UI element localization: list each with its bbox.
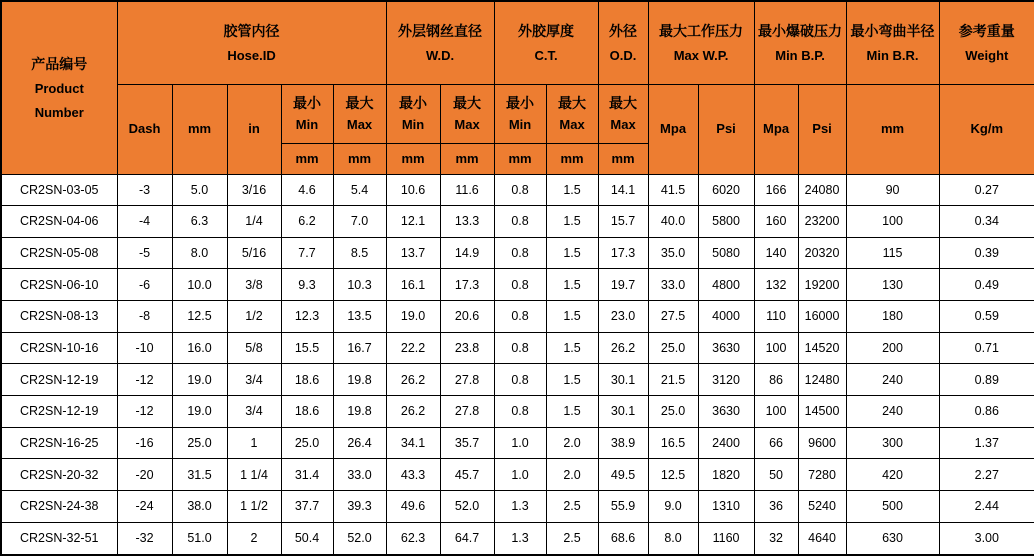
cell-id-in: 3/4 — [227, 396, 281, 428]
cell-id-in: 1/4 — [227, 206, 281, 238]
cell-wp-psi: 1160 — [698, 522, 754, 555]
cell-ct-min: 0.8 — [494, 206, 546, 238]
cell-wd-max: 45.7 — [440, 459, 494, 491]
header-unit-wd-min-mm: mm — [386, 143, 440, 174]
cell-wp-mpa: 33.0 — [648, 269, 698, 301]
cell-br-mm: 240 — [846, 396, 939, 428]
cell-wp-psi: 3120 — [698, 364, 754, 396]
header-sub-id-in: in — [227, 84, 281, 174]
cell-dash: -24 — [117, 491, 172, 523]
cell-id-in: 5/16 — [227, 237, 281, 269]
header-product-number-en2: Number — [34, 104, 84, 120]
cell-weight: 3.00 — [939, 522, 1034, 555]
cell-id-max: 5.4 — [333, 174, 386, 206]
header-max-working-pressure-en: Max W.P. — [673, 47, 729, 63]
cell-bp-mpa: 100 — [754, 396, 798, 428]
cell-weight: 0.89 — [939, 364, 1034, 396]
header-sub-od-max: 最大 Max — [598, 84, 648, 143]
cell-id-mm: 12.5 — [172, 301, 227, 333]
header-sub-id-min: 最小 Min — [281, 84, 333, 143]
cell-ct-max: 2.5 — [546, 491, 598, 523]
header-hose-id-en: Hose.ID — [227, 47, 276, 63]
cell-product-number: CR2SN-32-51 — [1, 522, 117, 555]
cell-wp-psi: 4800 — [698, 269, 754, 301]
cell-wp-mpa: 8.0 — [648, 522, 698, 555]
cell-wp-psi: 2400 — [698, 427, 754, 459]
header-group-outer-diameter — [598, 1, 648, 84]
header-group-wire-diameter — [386, 1, 494, 84]
cell-wd-max: 27.8 — [440, 364, 494, 396]
cell-ct-min: 0.8 — [494, 237, 546, 269]
cell-ct-min: 1.3 — [494, 491, 546, 523]
header-weight-zh: 参考重量 — [958, 22, 1015, 39]
cell-id-mm: 38.0 — [172, 491, 227, 523]
cell-id-min: 9.3 — [281, 269, 333, 301]
header-min-bend-radius-en: Min B.R. — [866, 47, 919, 63]
cell-weight: 0.39 — [939, 237, 1034, 269]
cell-wd-min: 12.1 — [386, 206, 440, 238]
cell-product-number: CR2SN-20-32 — [1, 459, 117, 491]
cell-bp-psi: 24080 — [798, 174, 846, 206]
cell-wd-min: 16.1 — [386, 269, 440, 301]
header-sub-br-mm: mm — [846, 84, 939, 174]
cell-ct-min: 0.8 — [494, 269, 546, 301]
header-unit-id-min-mm: mm — [281, 143, 333, 174]
cell-wp-mpa: 40.0 — [648, 206, 698, 238]
cell-wp-mpa: 12.5 — [648, 459, 698, 491]
cell-product-number: CR2SN-03-05 — [1, 174, 117, 206]
cell-wd-max: 52.0 — [440, 491, 494, 523]
cell-od-max: 68.6 — [598, 522, 648, 555]
header-sub-weight-kgm: Kg/m — [939, 84, 1034, 174]
cell-br-mm: 500 — [846, 491, 939, 523]
cell-wd-max: 64.7 — [440, 522, 494, 555]
cell-dash: -12 — [117, 396, 172, 428]
cell-weight: 0.27 — [939, 174, 1034, 206]
cell-br-mm: 130 — [846, 269, 939, 301]
cell-dash: -12 — [117, 364, 172, 396]
cell-wd-max: 27.8 — [440, 396, 494, 428]
cell-ct-max: 1.5 — [546, 237, 598, 269]
cell-br-mm: 90 — [846, 174, 939, 206]
header-group-min-burst-pressure — [754, 1, 846, 84]
cell-wp-psi: 3630 — [698, 396, 754, 428]
cell-bp-mpa: 66 — [754, 427, 798, 459]
header-group-max-working-pressure — [648, 1, 754, 84]
cell-wp-psi: 4000 — [698, 301, 754, 333]
table-row — [1, 364, 1034, 396]
cell-id-mm: 31.5 — [172, 459, 227, 491]
cell-wp-mpa: 9.0 — [648, 491, 698, 523]
cell-bp-psi: 23200 — [798, 206, 846, 238]
cell-od-max: 15.7 — [598, 206, 648, 238]
cell-wd-min: 49.6 — [386, 491, 440, 523]
cell-id-in: 1 — [227, 427, 281, 459]
cell-ct-max: 1.5 — [546, 332, 598, 364]
cell-wp-mpa: 35.0 — [648, 237, 698, 269]
cell-dash: -20 — [117, 459, 172, 491]
header-unit-ct-min-mm: mm — [494, 143, 546, 174]
cell-ct-max: 1.5 — [546, 301, 598, 333]
table-row — [1, 459, 1034, 491]
cell-bp-mpa: 110 — [754, 301, 798, 333]
cell-id-in: 5/8 — [227, 332, 281, 364]
cell-dash: -10 — [117, 332, 172, 364]
cell-bp-mpa: 86 — [754, 364, 798, 396]
cell-ct-max: 1.5 — [546, 174, 598, 206]
cell-product-number: CR2SN-12-19 — [1, 364, 117, 396]
cell-bp-mpa: 132 — [754, 269, 798, 301]
cell-wd-min: 26.2 — [386, 364, 440, 396]
cell-wd-max: 11.6 — [440, 174, 494, 206]
table-row — [1, 522, 1034, 555]
cell-ct-min: 0.8 — [494, 301, 546, 333]
cell-wd-min: 22.2 — [386, 332, 440, 364]
cell-od-max: 30.1 — [598, 364, 648, 396]
cell-wp-mpa: 16.5 — [648, 427, 698, 459]
cell-id-in: 3/16 — [227, 174, 281, 206]
header-sub-wp-psi: Psi — [698, 84, 754, 174]
cell-id-min: 4.6 — [281, 174, 333, 206]
cell-id-in: 1 1/4 — [227, 459, 281, 491]
cell-id-in: 3/4 — [227, 364, 281, 396]
cell-br-mm: 240 — [846, 364, 939, 396]
cell-bp-psi: 4640 — [798, 522, 846, 555]
cell-id-min: 15.5 — [281, 332, 333, 364]
header-sub-id-max: 最大 Max — [333, 84, 386, 143]
cell-product-number: CR2SN-24-38 — [1, 491, 117, 523]
cell-wd-min: 19.0 — [386, 301, 440, 333]
cell-id-max: 39.3 — [333, 491, 386, 523]
cell-bp-mpa: 36 — [754, 491, 798, 523]
cell-br-mm: 200 — [846, 332, 939, 364]
cell-id-mm: 5.0 — [172, 174, 227, 206]
cell-id-in: 3/8 — [227, 269, 281, 301]
header-sub-id-mm: mm — [172, 84, 227, 174]
header-min-burst-pressure-en: Min B.P. — [775, 47, 825, 63]
table-row — [1, 174, 1034, 206]
table-row — [1, 237, 1034, 269]
table-row — [1, 427, 1034, 459]
cell-weight: 0.71 — [939, 332, 1034, 364]
cell-dash: -16 — [117, 427, 172, 459]
header-unit-wd-max-mm: mm — [440, 143, 494, 174]
cell-od-max: 19.7 — [598, 269, 648, 301]
header-wire-diameter-zh: 外层钢丝直径 — [398, 22, 483, 39]
cell-id-max: 8.5 — [333, 237, 386, 269]
header-product-number-zh: 产品编号 — [31, 55, 88, 72]
cell-product-number: CR2SN-12-19 — [1, 396, 117, 428]
cell-bp-psi: 20320 — [798, 237, 846, 269]
cell-id-max: 19.8 — [333, 396, 386, 428]
cell-weight: 0.49 — [939, 269, 1034, 301]
cell-bp-psi: 14520 — [798, 332, 846, 364]
cell-wp-psi: 5080 — [698, 237, 754, 269]
cell-id-mm: 8.0 — [172, 237, 227, 269]
cell-bp-psi: 9600 — [798, 427, 846, 459]
cell-wd-min: 26.2 — [386, 396, 440, 428]
cell-ct-max: 1.5 — [546, 396, 598, 428]
table-row — [1, 206, 1034, 238]
cell-wp-psi: 5800 — [698, 206, 754, 238]
cell-product-number: CR2SN-08-13 — [1, 301, 117, 333]
header-cover-thickness-en: C.T. — [534, 47, 558, 63]
cell-id-min: 6.2 — [281, 206, 333, 238]
cell-ct-max: 1.5 — [546, 206, 598, 238]
cell-od-max: 30.1 — [598, 396, 648, 428]
header-sub-wd-max: 最大 Max — [440, 84, 494, 143]
cell-bp-psi: 16000 — [798, 301, 846, 333]
header-weight-en: Weight — [965, 47, 1009, 63]
cell-wp-mpa: 25.0 — [648, 396, 698, 428]
cell-od-max: 23.0 — [598, 301, 648, 333]
cell-product-number: CR2SN-05-08 — [1, 237, 117, 269]
cell-dash: -32 — [117, 522, 172, 555]
cell-ct-max: 2.5 — [546, 522, 598, 555]
cell-wd-max: 23.8 — [440, 332, 494, 364]
cell-ct-min: 0.8 — [494, 364, 546, 396]
cell-id-max: 19.8 — [333, 364, 386, 396]
cell-wp-psi: 6020 — [698, 174, 754, 206]
cell-wd-min: 43.3 — [386, 459, 440, 491]
cell-od-max: 55.9 — [598, 491, 648, 523]
cell-product-number: CR2SN-06-10 — [1, 269, 117, 301]
cell-od-max: 26.2 — [598, 332, 648, 364]
cell-od-max: 38.9 — [598, 427, 648, 459]
header-outer-diameter-en: O.D. — [609, 47, 637, 63]
cell-od-max: 14.1 — [598, 174, 648, 206]
header-sub-wd-min: 最小 Min — [386, 84, 440, 143]
cell-wd-min: 34.1 — [386, 427, 440, 459]
cell-ct-max: 1.5 — [546, 269, 598, 301]
cell-product-number: CR2SN-16-25 — [1, 427, 117, 459]
header-unit-od-max-mm: mm — [598, 143, 648, 174]
cell-dash: -8 — [117, 301, 172, 333]
cell-dash: -4 — [117, 206, 172, 238]
cell-dash: -5 — [117, 237, 172, 269]
cell-id-max: 52.0 — [333, 522, 386, 555]
cell-od-max: 17.3 — [598, 237, 648, 269]
cell-ct-min: 1.0 — [494, 427, 546, 459]
cell-id-max: 33.0 — [333, 459, 386, 491]
header-group-min-bend-radius — [846, 1, 939, 84]
cell-id-min: 12.3 — [281, 301, 333, 333]
cell-id-min: 18.6 — [281, 364, 333, 396]
cell-wd-min: 10.6 — [386, 174, 440, 206]
cell-bp-mpa: 166 — [754, 174, 798, 206]
table-body — [1, 174, 1034, 555]
cell-weight: 2.27 — [939, 459, 1034, 491]
header-sub-wp-mpa: Mpa — [648, 84, 698, 174]
header-group-cover-thickness — [494, 1, 598, 84]
header-max-working-pressure-zh: 最大工作压力 — [659, 22, 744, 39]
cell-wp-psi: 1310 — [698, 491, 754, 523]
table-row — [1, 301, 1034, 333]
cell-id-mm: 10.0 — [172, 269, 227, 301]
header-product-number — [1, 1, 117, 174]
cell-id-min: 25.0 — [281, 427, 333, 459]
header-sub-dash: Dash — [117, 84, 172, 174]
cell-bp-psi: 19200 — [798, 269, 846, 301]
cell-id-max: 7.0 — [333, 206, 386, 238]
cell-br-mm: 100 — [846, 206, 939, 238]
cell-wd-min: 62.3 — [386, 522, 440, 555]
table-row — [1, 332, 1034, 364]
cell-ct-min: 1.3 — [494, 522, 546, 555]
header-sub-bp-mpa: Mpa — [754, 84, 798, 174]
table-row — [1, 269, 1034, 301]
header-outer-diameter-zh: 外径 — [609, 22, 638, 39]
header-group-hose-id — [117, 1, 386, 84]
cell-bp-mpa: 140 — [754, 237, 798, 269]
cell-br-mm: 420 — [846, 459, 939, 491]
cell-id-mm: 25.0 — [172, 427, 227, 459]
cell-id-mm: 51.0 — [172, 522, 227, 555]
cell-ct-min: 1.0 — [494, 459, 546, 491]
cell-ct-min: 0.8 — [494, 332, 546, 364]
header-sub-bp-psi: Psi — [798, 84, 846, 174]
cell-bp-psi: 12480 — [798, 364, 846, 396]
cell-wp-mpa: 25.0 — [648, 332, 698, 364]
header-cover-thickness-zh: 外胶厚度 — [518, 22, 575, 39]
cell-id-min: 18.6 — [281, 396, 333, 428]
cell-od-max: 49.5 — [598, 459, 648, 491]
cell-ct-max: 2.0 — [546, 427, 598, 459]
cell-bp-psi: 7280 — [798, 459, 846, 491]
header-wire-diameter-en: W.D. — [425, 47, 455, 63]
cell-wd-min: 13.7 — [386, 237, 440, 269]
cell-weight: 0.86 — [939, 396, 1034, 428]
header-unit-ct-max-mm: mm — [546, 143, 598, 174]
cell-bp-mpa: 50 — [754, 459, 798, 491]
cell-weight: 2.44 — [939, 491, 1034, 523]
cell-br-mm: 115 — [846, 237, 939, 269]
cell-id-in: 1/2 — [227, 301, 281, 333]
cell-id-min: 31.4 — [281, 459, 333, 491]
cell-br-mm: 180 — [846, 301, 939, 333]
cell-bp-mpa: 100 — [754, 332, 798, 364]
header-sub-ct-max: 最大 Max — [546, 84, 598, 143]
cell-weight: 0.59 — [939, 301, 1034, 333]
cell-product-number: CR2SN-10-16 — [1, 332, 117, 364]
cell-id-max: 26.4 — [333, 427, 386, 459]
cell-bp-mpa: 32 — [754, 522, 798, 555]
header-product-number-en1: Product — [34, 80, 84, 96]
table-header — [1, 1, 1034, 174]
cell-ct-max: 2.0 — [546, 459, 598, 491]
header-min-burst-pressure-zh: 最小爆破压力 — [758, 22, 843, 39]
cell-id-mm: 16.0 — [172, 332, 227, 364]
cell-id-in: 2 — [227, 522, 281, 555]
cell-wp-psi: 1820 — [698, 459, 754, 491]
cell-wd-max: 13.3 — [440, 206, 494, 238]
header-group-weight — [939, 1, 1034, 84]
cell-ct-min: 0.8 — [494, 396, 546, 428]
cell-wp-mpa: 21.5 — [648, 364, 698, 396]
cell-id-max: 13.5 — [333, 301, 386, 333]
cell-bp-mpa: 160 — [754, 206, 798, 238]
cell-weight: 1.37 — [939, 427, 1034, 459]
cell-id-min: 37.7 — [281, 491, 333, 523]
cell-wd-max: 35.7 — [440, 427, 494, 459]
cell-br-mm: 300 — [846, 427, 939, 459]
cell-bp-psi: 5240 — [798, 491, 846, 523]
cell-id-mm: 19.0 — [172, 364, 227, 396]
header-sub-ct-min: 最小 Min — [494, 84, 546, 143]
cell-product-number: CR2SN-04-06 — [1, 206, 117, 238]
cell-bp-psi: 14500 — [798, 396, 846, 428]
cell-ct-max: 1.5 — [546, 364, 598, 396]
cell-id-min: 7.7 — [281, 237, 333, 269]
cell-id-mm: 6.3 — [172, 206, 227, 238]
table-row — [1, 396, 1034, 428]
table-row — [1, 491, 1034, 523]
cell-id-mm: 19.0 — [172, 396, 227, 428]
cell-id-max: 16.7 — [333, 332, 386, 364]
header-hose-id-zh: 胶管内径 — [223, 22, 280, 39]
cell-wp-mpa: 27.5 — [648, 301, 698, 333]
cell-weight: 0.34 — [939, 206, 1034, 238]
cell-br-mm: 630 — [846, 522, 939, 555]
header-unit-id-max-mm: mm — [333, 143, 386, 174]
cell-wd-max: 17.3 — [440, 269, 494, 301]
cell-wd-max: 14.9 — [440, 237, 494, 269]
header-min-bend-radius-zh: 最小弯曲半径 — [850, 22, 935, 39]
cell-id-in: 1 1/2 — [227, 491, 281, 523]
cell-wp-mpa: 41.5 — [648, 174, 698, 206]
cell-dash: -6 — [117, 269, 172, 301]
cell-wp-psi: 3630 — [698, 332, 754, 364]
cell-ct-min: 0.8 — [494, 174, 546, 206]
cell-wd-max: 20.6 — [440, 301, 494, 333]
cell-id-min: 50.4 — [281, 522, 333, 555]
cell-id-max: 10.3 — [333, 269, 386, 301]
cell-dash: -3 — [117, 174, 172, 206]
